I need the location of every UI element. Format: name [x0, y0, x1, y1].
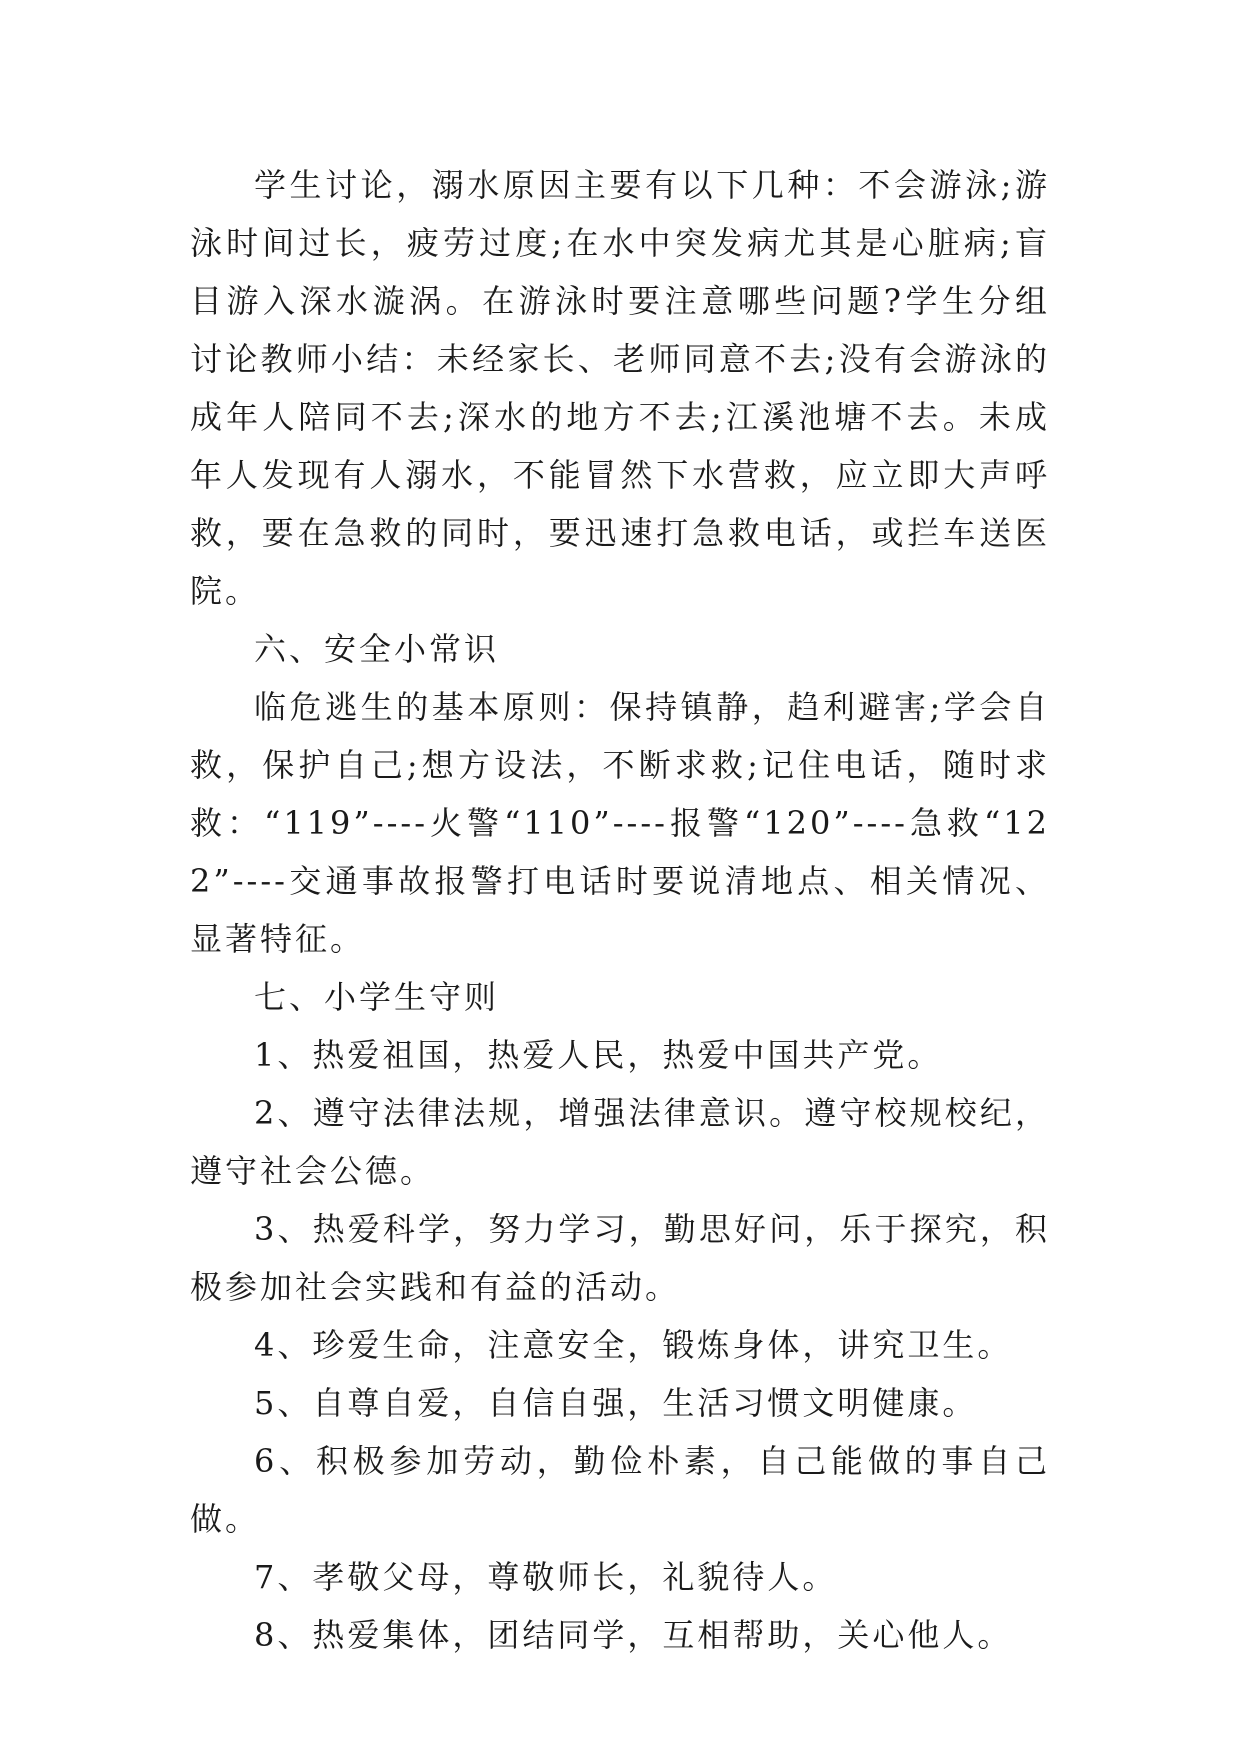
- paragraph-drowning-causes: 学生讨论，溺水原因主要有以下几种：不会游泳;游泳时间过长，疲劳过度;在水中突发病尤其是心脏病;盲目游入深水漩涡。在游泳时要注意哪些问题?学生分组讨论教师小结：未经家长、老师同意不去;没有会游泳的成年人陪同不去;深水的地方不去;江溪池塘不去。未成年人发现有人溺水，不能冒然下水营救，应立即大声呼救，要在急救的同时，要迅速打急救电话，或拦车送医院。: [190, 166, 1050, 610]
- document-body: [190, 156, 1050, 1664]
- rule-item-8: 8、热爱集体，团结同学，互相帮助，关心他人。: [254, 1616, 1013, 1654]
- heading-safety-tips: 六、安全小常识: [254, 630, 500, 668]
- rule-item-1: 1、热爱祖国，热爱人民，热爱中国共产党。: [254, 1036, 943, 1074]
- heading-student-rules: 七、小学生守则: [254, 978, 500, 1016]
- rule-item-3: 3、热爱科学，努力学习，勤思好问，乐于探究，积极参加社会实践和有益的活动。: [190, 1210, 1050, 1306]
- paragraph-escape-principles: 临危逃生的基本原则：保持镇静，趋利避害;学会自救，保护自己;想方设法，不断求救;记住电话，随时求救：“119”----火警“110”----报警“120”----急救“122”----交通事故报警打电话时要说清地点、相关情况、显著特征。: [190, 688, 1050, 958]
- rule-item-6: 6、积极参加劳动，勤俭朴素，自己能做的事自己做。: [190, 1442, 1050, 1538]
- rule-item-7: 7、孝敬父母，尊敬师长，礼貌待人。: [254, 1558, 838, 1596]
- rule-item-4: 4、珍爱生命，注意安全，锻炼身体，讲究卫生。: [254, 1326, 1013, 1364]
- rule-item-5: 5、自尊自爱，自信自强，生活习惯文明健康。: [254, 1384, 978, 1422]
- rule-item-2: 2、遵守法律法规，增强法律意识。遵守校规校纪，遵守社会公德。: [190, 1094, 1050, 1190]
